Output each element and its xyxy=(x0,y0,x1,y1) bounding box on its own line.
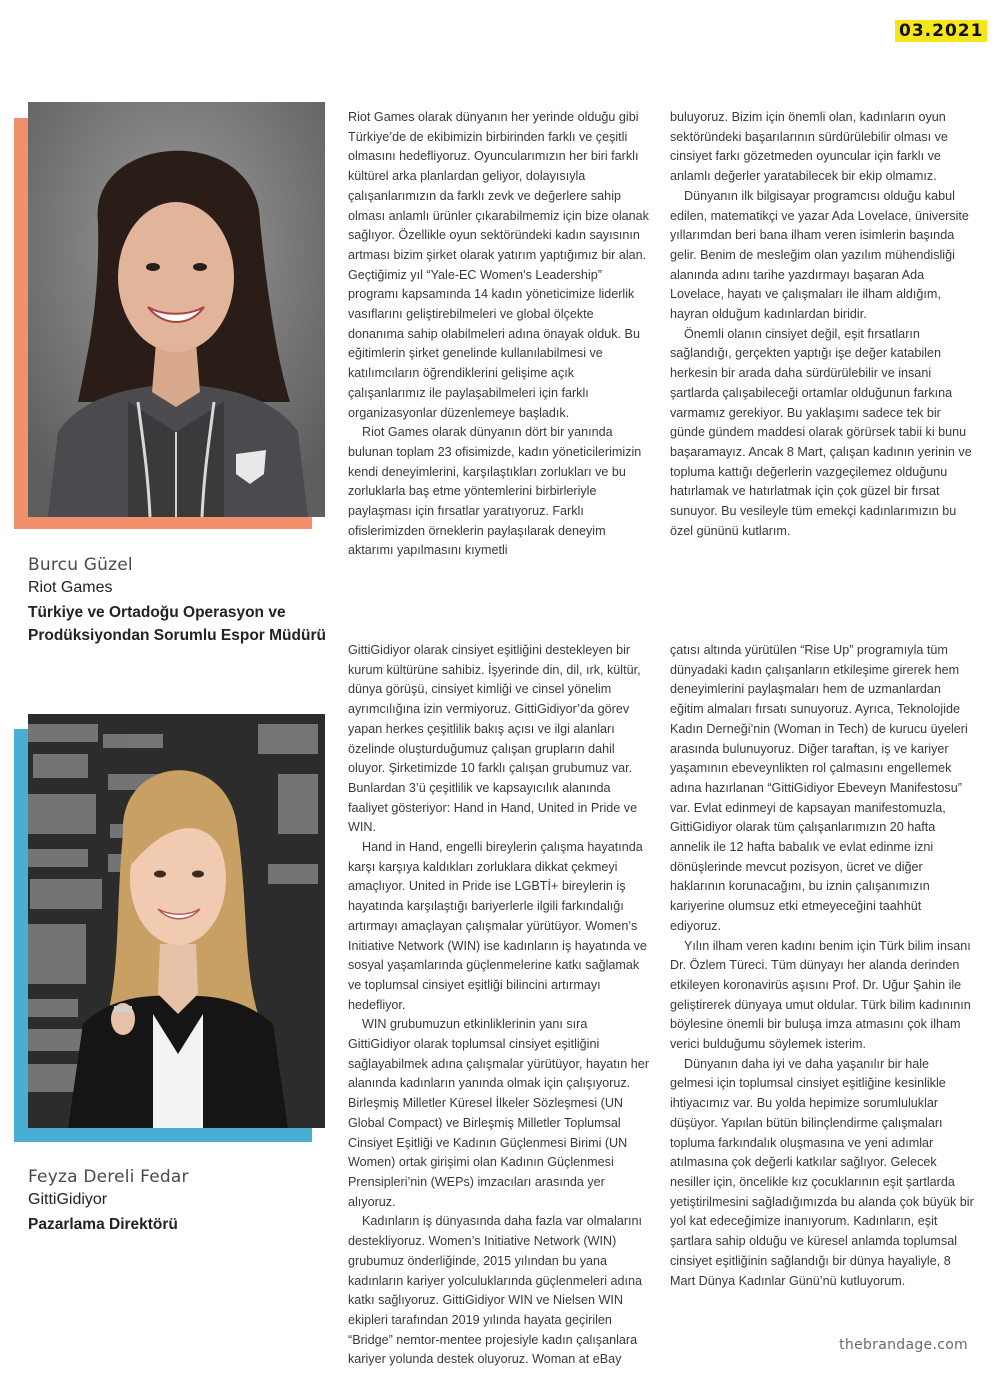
person-name: Feyza Dereli Fedar xyxy=(28,1167,189,1187)
person-name: Burcu Güzel xyxy=(28,555,133,575)
paragraph: Dünyanın daha iyi ve daha yaşanılır bir hale gelmesi için toplumsal cinsiyet eşitliğine kesinlikle ihtiyacımız var. Bu yolda hepimize sorumluluklar düşüyor. Yapılan bütün bilinçlendirme çalışmaları topluma farkındalık oluşmasına ve yeni adımlar atılmasına çok değerli katkılar sağlıyor. Gelecek nesiller için, öncelikle kız çocuklarının eşit şartlarda yetiştirilmesini sağladığımızda bu alanda çok büyük bir yol kat edeceğimize inanıyorum. Kadınların, eşit şartlara sahip olduğu ve küresel anlamda toplumsal cinsiyet eşitliğinin sağlandığı bir dünya hayaliyle, 8 Mart Dünya Kadınlar Günü’nü kutluyorum. xyxy=(670,1056,974,1288)
article1-column-2 xyxy=(670,108,975,541)
paragraph: Riot Games olarak dünyanın dört bir yanında bulunan toplam 23 ofisimizde, kadın yöneticilerimizin kendi deneyimlerini, karşılaştıkları zorlukları ve bu zorluklarla baş etme yöntemlerini birbirleriyle paylaşması için fırsatlar yaratıyoruz. Farklı ofislerimizden örneklerin paylaşılarak deneyim aktarımı yapılmasını kıymetli xyxy=(348,425,642,558)
article2-column-1 xyxy=(348,641,653,1370)
portrait-photo-feyza-dereli-fedar xyxy=(28,714,325,1128)
issue-date: 03.2021 xyxy=(895,20,987,42)
paragraph: Hand in Hand, engelli bireylerin çalışma hayatında karşı karşıya kaldıkları zorluklara dikkat çekmeyi amaçlıyor. United in Pride ise LGBTİ+ bireylerin iş hayatında karşılaştığı bariyerlerle ilgili farkındalığı artırmayı amaçlayan çalışmalar yürütüyor. Women’s Initiative Network (WIN) ise kadınların iş hayatında ve sosyal yaşamlarında güçlenmelerine katkı sağlamak ve toplumsal cinsiyet eşitliği bilincini artırmayı hedefliyor. xyxy=(348,840,647,1012)
profile-caption-1 xyxy=(28,555,338,647)
paragraph: Riot Games olarak dünyanın her yerinde olduğu gibi Türkiye’de de ekibimizin birbirinden farklı ve çeşitli olmasını hedefliyoruz. Oyuncularımızın her biri farklı kültürel arka planlardan geliyor, dolayısıyla çalışanlarımızın da farklı zevk ve değerlere sahip olması anlamlı ürünler çıkarabilmemiz için bize olanak sağlıyor. Özellikle oyun sektöründeki kadın sayısının artması bizim şirket olarak yatırım yaptığımız bir alan. Geçtiğimiz yıl “Yale-EC Women's Leadership” programı kapsamında 14 kadın yöneticimize liderlik vasıflarını geliştirebilmeleri ve global ölçekte donanıma sahip olabilmeleri adına önayak olduk. Bu eğitimlerin şirket genelinde kullanılabilmesi ve katılımcıların öğrendiklerini gelişime açık çalışanlarımız ile paylaşabilmeleri için farklı organizasyonlar düzenlemeye başladık. xyxy=(348,110,649,420)
paragraph: Kadınların iş dünyasında daha fazla var olmalarını destekliyoruz. Women’s Initiative Network (WIN) grubumuz önderliğinde, 2015 yılından bu yana kadınların kariyer yolculuklarında güçlenmeleri adına katkı sağlıyoruz. GittiGidiyor WIN ve Nielsen WIN ekipleri tarafından 2019 yılında hayata geçirilen “Bridge” nemtor-mentee projesiyle kadın çalışanlara kariyer yolunda destek oluyoruz. Woman at eBay xyxy=(348,1214,643,1367)
article2-column-2 xyxy=(670,641,975,1291)
paragraph: Dünyanın ilk bilgisayar programcısı olduğu kabul edilen, matematikçi ve yazar Ada Lovelace, üniversite yıllarımdan beri bana ilham veren isimlerin başında gelir. Benim de mesleğim olan yazılım mühendisliği alanında adını tarihe yazdırmayı başaran Ada Lovelace, hayatı ve çalışmaları ile ilham aldığım, hayran olduğum kadınlardan biridir. xyxy=(670,188,969,322)
article1-column-1 xyxy=(348,108,653,561)
paragraph: Önemli olanın cinsiyet değil, eşit fırsatların sağlandığı, gerçekten yaptığı işe değer katabilen herkesin bir arada daha sürdürülebilir ve insani şartlarda çalışabileceği ortamlar olduğunun farkına varmamız gerekiyor. Bu yaklaşımı sadece tek bir günde gündem maddesi olarak görürsek tabii ki bunu başaramayız. Ancak 8 Mart, çalışan kadının yerinin ve topluma kattığı değerlerin vazgeçilemez olduğunu hatırlamak ve hatırlatmak için çok güzel bir fırsat sunuyor. Bu vesileyle tüm emekçi kadınlarımızın bu özel gününü kutlarım. xyxy=(670,326,972,538)
footer-brand: thebrandage.com xyxy=(839,1337,968,1353)
person-title: Pazarlama Direktörü xyxy=(28,1216,178,1233)
person-company: GittiGidiyor xyxy=(28,1191,108,1208)
paragraph: Yılın ilham veren kadını benim için Türk bilim insanı Dr. Özlem Türeci. Tüm dünyayı her alanda derinden etkileyen koronavirüs aşısını Prof. Dr. Uğur Şahin ile geliştirerek dünyaya umut oldular. Türk bilim kadınının böylesine önemli bir buluşa imza atmasını çok ilham verici bulduğumu söylemek isterim. xyxy=(670,938,971,1052)
portrait-photo-burcu-guzel xyxy=(28,102,325,517)
person-company: Riot Games xyxy=(28,579,113,596)
paragraph: buluyoruz. Bizim için önemli olan, kadınların oyun sektöründeki başarılarının sürdürülebilir olması ve cinsiyet farkı gözetmeden oyuncular için farklı ve anlamlı değerler yaratabilecek bir ekip olmamız. xyxy=(670,110,948,184)
paragraph: WIN grubumuzun etkinliklerinin yanı sıra GittiGidiyor olarak toplumsal cinsiyet eşitliğini sağlayabilmek adına çalışmalar yürütüyor, hayatın her alanında kadınların yanında olmak için çalışıyoruz. Birleşmiş Milletler Küresel İlkeler Sözleşmesi (UN Global Compact) ve Birleşmiş Milletler Toplumsal Cinsiyet Eşitliği ve Kadının Güçlenmesi Birimi (UN Women) ortak girişimi olan Kadının Güçlenmesi Prensipleri’nin (WEPs) imzacıları arasında yer alıyoruz. xyxy=(348,1017,650,1209)
person-title: Türkiye ve Ortadoğu Operasyon ve Prodüksiyondan Sorumlu Espor Müdürü xyxy=(28,604,326,644)
paragraph: çatısı altında yürütülen “Rise Up” programıyla tüm dünyadaki kadın çalışanların etkileşime girerek hem deneyimlerini paylaşmaları hem de uzmanlardan eğitim almaları fırsatı sunuyoruz. Ayrıca, Teknolojide Kadın Derneği’nin (Woman in Tech) de kurucu üyeleri arasında bulunuyoruz. Diğer taraftan, iş ve kariyer yaşamının ebeveynlikten rol çalmasını engellemek adına hazırlanan “GittiGidiyor Ebeveyn Manifestosu” var. Evlat edinmeyi de kapsayan manifestomuzla, GittiGidiyor olarak tüm çalışanlarımızın 20 hafta annelik ile 12 hafta babalık ve evlat edinme izni dönüşlerinde mevcut pozisyon, ücret ve diğer haklarının korunacağını, bu iznin çalışanımızın kariyerine olumsuz etki etmeyeceğini taahhüt ediyoruz. xyxy=(670,643,968,933)
profile-caption-2 xyxy=(28,1167,338,1236)
paragraph: GittiGidiyor olarak cinsiyet eşitliğini destekleyen bir kurum kültürüne sahibiz. İşyerinde din, dil, ırk, kültür, dünya görüşü, cinsiyet kimliği ve cinsel yönelim ayrımcılığına izin vermiyoruz. GittiGidiyor’da görev yapan herkes çeşitlilik bakış açısı ve ilgi alanları özelinde oluşturduğumuz çalışan grupların dahil oluyor. Şirketimizde 10 farklı çalışan grubumuz var. Bunlardan 3’ü çeşitlilik ve kapsayıcılık alanında faaliyet gösteriyor: Hand in Hand, United in Pride ve WIN. xyxy=(348,643,641,835)
